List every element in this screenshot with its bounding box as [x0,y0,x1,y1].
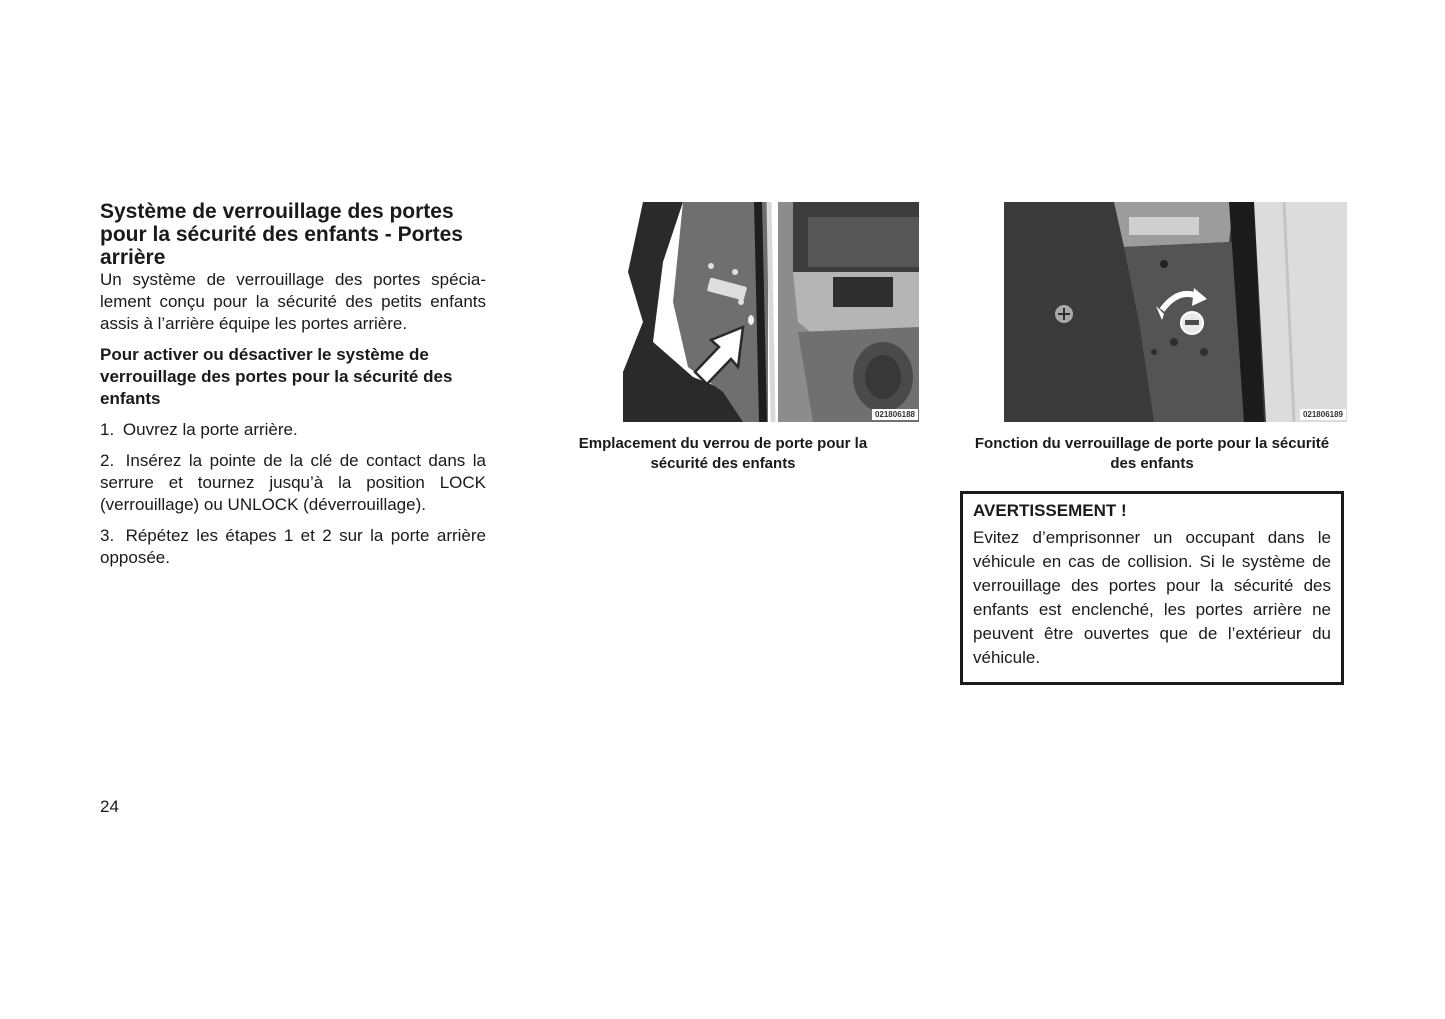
step-3 [100,525,486,569]
step-2 [100,450,486,516]
figure-code: 021806188 [872,409,918,420]
door-lock-function-photo [1004,202,1347,422]
step-text: Répétez les étapes 1 et 2 sur la porte arrière opposée. [100,526,486,567]
warning-text: Evitez d’emprisonner un occupant dans le véhicule en cas de collision. Si le système de verrouillage des portes pour la sécurité des enfants est enclenché, les portes arrière ne peuvent être ouvertes que de l’extérieur du véhicule. [973,528,1331,667]
figure-lock-location [583,202,919,422]
section-heading: Système de verrouillage des portes pour la sécurité des enfants - Portes arrière [100,200,463,269]
door-lock-location-photo [583,202,919,422]
step-1 [100,419,486,441]
figure-caption: Fonction du verrouillage de porte pour la sécurité des enfants [974,435,1330,472]
page-number: 24 [100,797,119,816]
step-number: 3. [100,526,115,545]
intro-paragraph: Un système de verrouillage des portes spécia-lement conçu pour la sécurité des petits enfants assis à l’arrière équipe les portes arrière. [100,270,486,333]
warning-box [960,491,1344,685]
left-column [100,200,486,578]
step-text: Insérez la pointe de la clé de contact dans la serrure et tournez jusqu’à la position LOCK (verrouillage) ou UNLOCK (déverrouillage). [100,451,486,514]
procedure-subheading: Pour activer ou désactiver le système de verrouillage des portes pour la sécurité des enfants [100,345,453,408]
warning-title: AVERTISSEMENT ! [973,501,1127,520]
figure-caption: Emplacement du verrou de porte pour la sécurité des enfants [578,435,868,472]
step-text: Ouvrez la porte arrière. [122,420,298,439]
figure-code: 021806189 [1300,409,1346,420]
step-number: 2. [100,451,115,470]
figure-lock-function [1004,202,1347,422]
step-number: 1. [100,420,115,439]
